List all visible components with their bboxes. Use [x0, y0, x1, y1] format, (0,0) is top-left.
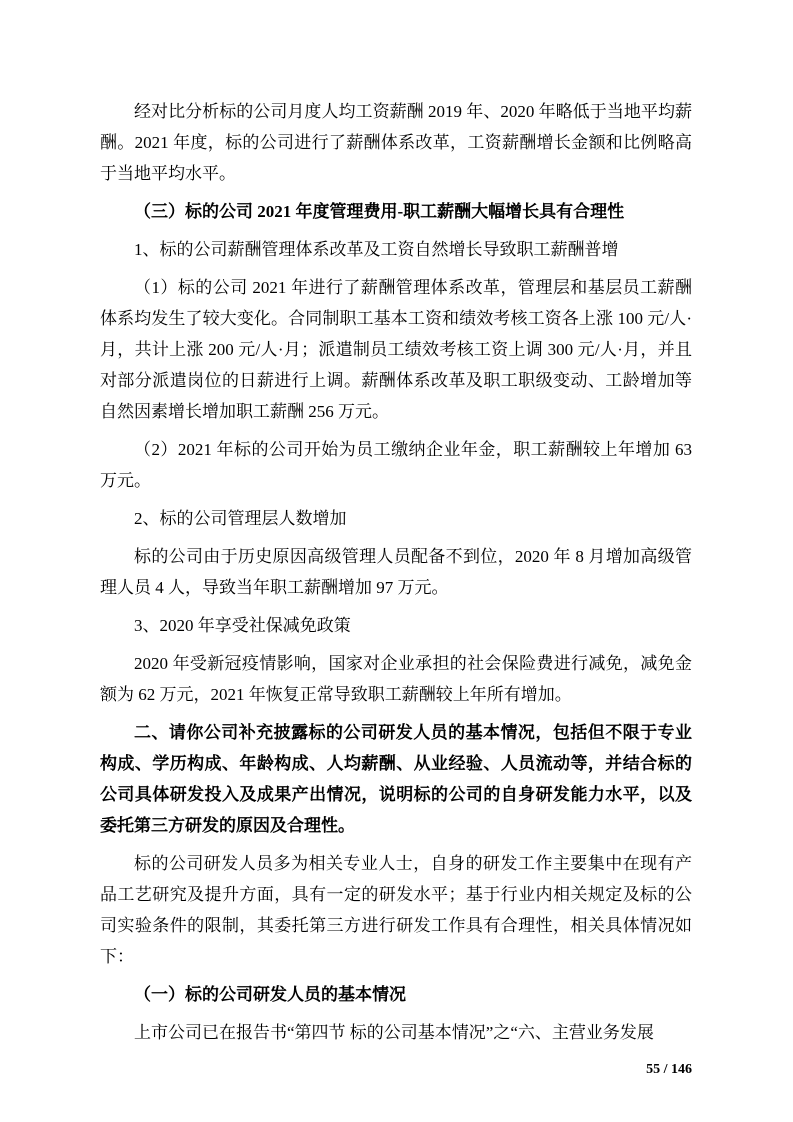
subitem-3-social-insurance-relief: 3、2020 年享受社保减免政策 — [134, 616, 351, 635]
paragraph-annuity: （2）2021 年标的公司开始为员工缴纳企业年金，职工薪酬较上年增加 63 万元。 — [100, 440, 692, 490]
subitem-2-management-headcount: 2、标的公司管理层人数增加 — [134, 509, 347, 528]
paragraph-management-headcount-detail: 标的公司由于历史原因高级管理人员配备不到位，2020 年 8 月增加高级管理人员 4 人，导致当年职工薪酬增加 97 万元。 — [100, 547, 692, 597]
document-body — [100, 96, 692, 1048]
paragraph-report-reference: 上市公司已在报告书“第四节 标的公司基本情况”之“六、主营业务发展 — [134, 1023, 654, 1042]
subitem-1-salary-reform: 1、标的公司薪酬管理体系改革及工资自然增长导致职工薪酬普增 — [134, 240, 619, 259]
paragraph-salary-comparison: 经对比分析标的公司月度人均工资薪酬 2019 年、2020 年略低于当地平均薪酬。2021 年度，标的公司进行了薪酬体系改革，工资薪酬增长金额和比例略高于当地平均水平。 — [100, 102, 692, 183]
question-2-rd-personnel: 二、请你公司补充披露标的公司研发人员的基本情况，包括但不限于专业构成、学历构成、年龄构成、人均薪酬、从业经验、人员流动等，并结合标的公司具体研发投入及成果产出情况，说明标的公司的自身研发能力水平，以及委托第三方研发的原因及合理性。 — [100, 723, 692, 835]
paragraph-social-insurance-detail: 2020 年受新冠疫情影响，国家对企业承担的社会保险费进行减免，减免金额为 62 万元，2021 年恢复正常导致职工薪酬较上年所有增加。 — [100, 654, 692, 704]
paragraph-salary-reform-detail: （1）标的公司 2021 年进行了薪酬管理体系改革，管理层和基层员工薪酬体系均发生了较大变化。合同制职工基本工资和绩效考核工资各上涨 100 元/人·月，共计上涨 200 元/人·月；派遣制员工绩效考核工资上调 300 元/人·月，并且对部分派遣岗位的日薪进行上调。薪酬体系改革及职工职级变动、工龄增加等自然因素增长增加职工薪酬 256 万元。 — [100, 278, 692, 421]
section-heading-3-admin-expense: （三）标的公司 2021 年度管理费用-职工薪酬大幅增长具有合理性 — [134, 202, 625, 221]
paragraph-rd-answer-summary: 标的公司研发人员多为相关专业人士，自身的研发工作主要集中在现有产品工艺研究及提升方面，具有一定的研发水平；基于行业内相关规定及标的公司实验条件的限制，其委托第三方进行研发工作具有合理性，相关具体情况如下： — [100, 854, 692, 966]
page-number: 55 / 146 — [646, 1062, 692, 1077]
section-heading-1-rd-basic-info: （一）标的公司研发人员的基本情况 — [134, 985, 406, 1004]
